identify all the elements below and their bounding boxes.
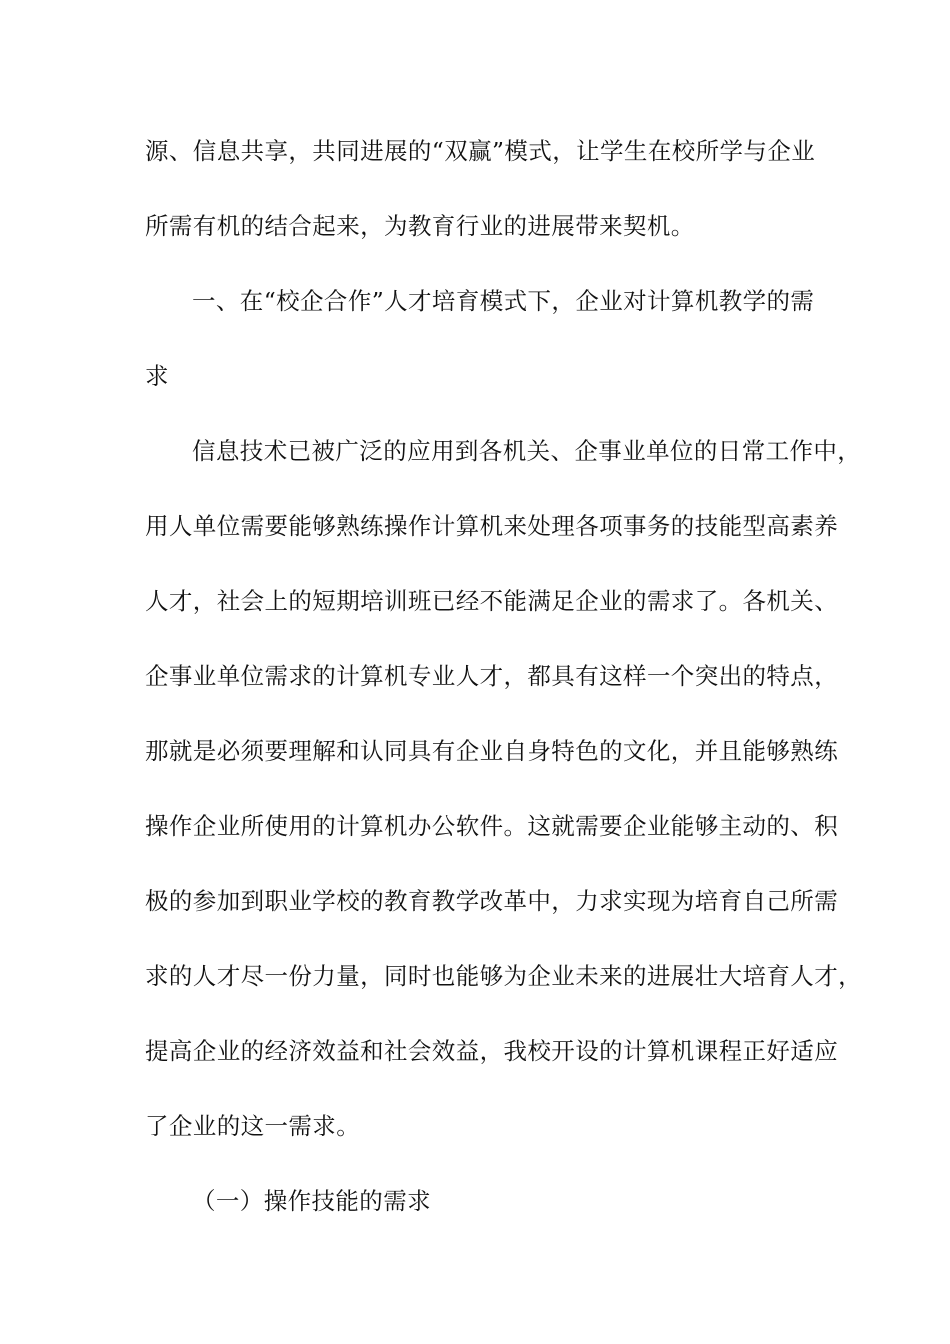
paragraph-line: 提高企业的经济效益和社会效益，我校开设的计算机课程正好适应 [145, 1037, 839, 1065]
paragraph-line: 所需有机的结合起来，为教育行业的进展带来契机。 [145, 212, 695, 240]
subsection-heading: （一）操作技能的需求 [192, 1187, 431, 1215]
paragraph-line: 企事业单位需求的计算机专业人才，都具有这样一个突出的特点， [145, 662, 839, 690]
paragraph-line: 源、信息共享，共同进展的“双赢”模式，让学生在校所学与企业 [145, 137, 816, 165]
paragraph-line: 信息技术已被广泛的应用到各机关、企事业单位的日常工作中， [192, 437, 862, 465]
paragraph-line: 极的参加到职业学校的教育教学改革中，力求实现为培育自己所需 [145, 887, 839, 915]
paragraph-line: 了企业的这一需求。 [145, 1112, 361, 1140]
paragraph-line: 那就是必须要理解和认同具有企业自身特色的文化，并且能够熟练 [145, 737, 839, 765]
section-heading-line: 一、在“校企合作”人才培育模式下，企业对计算机教学的需 [192, 287, 815, 315]
paragraph-line: 人才，社会上的短期培训班已经不能满足企业的需求了。各机关、 [145, 587, 839, 615]
paragraph-line: 求的人才尽一份力量，同时也能够为企业未来的进展壮大培育人才， [145, 962, 862, 990]
paragraph-line: 操作企业所使用的计算机办公软件。这就需要企业能够主动的、积 [145, 812, 839, 840]
paragraph-line: 用人单位需要能够熟练操作计算机来处理各项事务的技能型高素养 [145, 512, 839, 540]
section-heading-line: 求 [145, 362, 169, 390]
